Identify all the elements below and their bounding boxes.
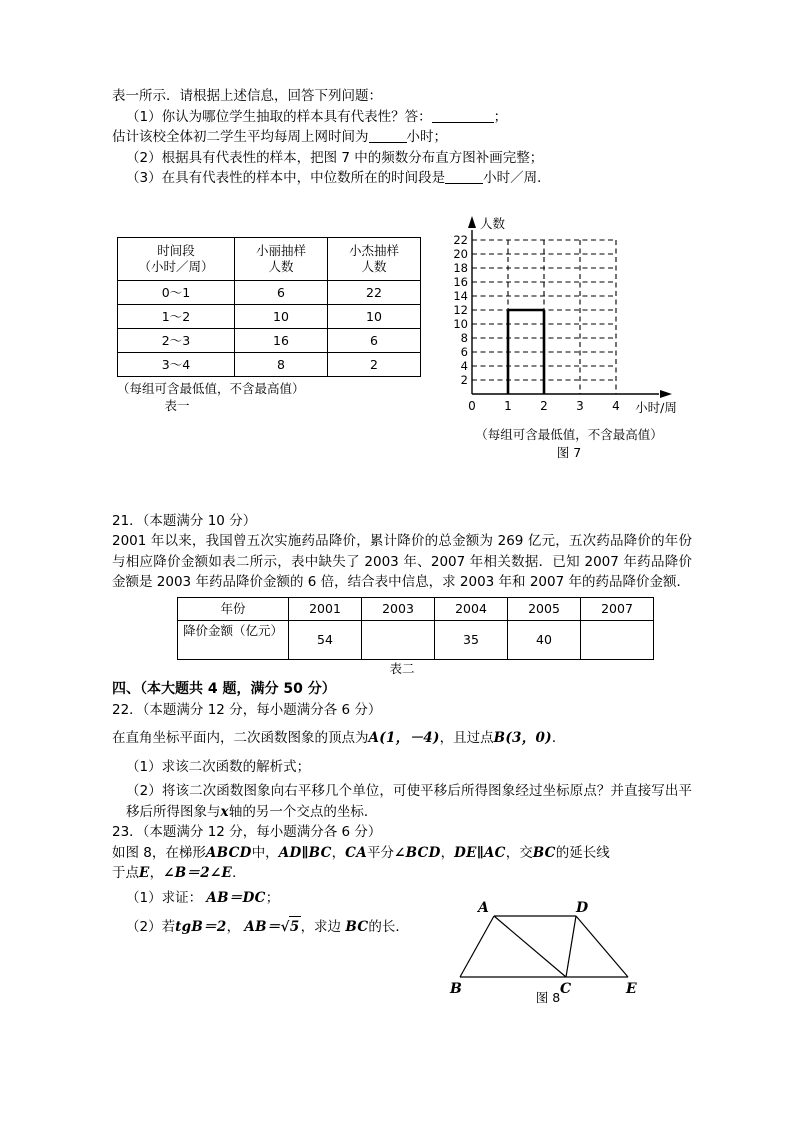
cell-amount-blank[interactable] xyxy=(581,620,654,659)
grid-vertical xyxy=(508,240,616,394)
parallel-icon: ∥ xyxy=(476,844,484,861)
q23-bc-target: BC xyxy=(345,919,369,935)
cell-xiaojie: 2 xyxy=(328,353,421,377)
q23-part2-a: （2）若 xyxy=(126,919,176,935)
x-axis-arrow xyxy=(660,390,672,398)
table-row xyxy=(118,329,421,353)
q1-text-d: 小时； xyxy=(406,129,447,145)
q23-ca: CA xyxy=(345,844,367,861)
q23-bc-2: BC xyxy=(532,844,556,861)
cell-interval: 0～1 xyxy=(118,281,235,305)
intro-question-1 xyxy=(112,107,692,128)
q23-header: 23．（本题满分 12 分，每小题满分各 6 分） xyxy=(112,824,382,840)
segment-BA xyxy=(460,916,494,977)
y-axis-label: 人数 xyxy=(480,216,506,231)
header-interval-line2: （小时／周） xyxy=(138,259,214,274)
q22-stem-a: 在直角坐标平面内，二次函数图象的顶点为 xyxy=(112,730,369,746)
table-row xyxy=(118,281,421,305)
table-row-header xyxy=(118,238,421,281)
q22-point-a: A(1，－4) xyxy=(368,730,440,746)
cell-amount-blank[interactable] xyxy=(362,620,435,659)
cell-year: 2001 xyxy=(289,597,362,620)
q23-abcd: ABCD xyxy=(205,844,252,861)
intro-question-1-cont xyxy=(112,127,692,148)
q22-part2-x: x xyxy=(220,803,229,820)
table-row-years xyxy=(178,597,654,620)
segment-DE xyxy=(576,916,628,977)
histogram-svg xyxy=(434,208,704,428)
q22-stem-b: ，且过点 xyxy=(439,730,494,746)
label-C: C xyxy=(560,981,572,997)
q23-part2-d: 的长． xyxy=(368,919,409,935)
q23-angle-bcd: ∠BCD xyxy=(393,844,441,861)
q23-de: DE xyxy=(454,844,477,861)
q22-stem xyxy=(112,728,692,749)
y-tick-20: 20 xyxy=(453,247,468,261)
q23-stem-4: 平分 xyxy=(366,844,394,861)
q23-stem-5: ， xyxy=(440,844,455,861)
intro-question-2: （2）根据具有代表性的样本，把图 7 中的频数分布直方图补画完整； xyxy=(126,149,544,166)
cell-interval: 1～2 xyxy=(118,305,235,329)
cell-interval: 3～4 xyxy=(118,353,235,377)
x-tick-labels xyxy=(468,399,620,413)
figure-7-caption: 图 7 xyxy=(556,445,582,460)
q23-stem xyxy=(112,843,692,864)
q22-header: 22．（本题满分 12 分，每小题满分各 6 分） xyxy=(112,701,382,718)
cell-amount: 35 xyxy=(435,620,508,659)
q23-part1-a: （1）求证： xyxy=(126,889,203,906)
q23-ad: AD xyxy=(278,844,302,861)
q23-angle-relation: ∠B＝2∠E xyxy=(163,865,233,881)
cell-year: 2004 xyxy=(435,597,508,620)
layout-gap xyxy=(112,720,692,728)
q22-part2-a: （2）将该二次函数图象向右平移几个单位，可使平移后所得图象经过坐标原点？并直接写出平移后所得图象与 xyxy=(126,783,692,820)
y-tick-8: 8 xyxy=(460,331,468,345)
cell-year: 2007 xyxy=(581,597,654,620)
y-tick-16: 16 xyxy=(453,275,468,289)
table-row xyxy=(118,305,421,329)
y-tick-14: 14 xyxy=(453,289,468,303)
q22-point-b: B(3，0) xyxy=(493,730,552,746)
page-content xyxy=(112,86,692,1005)
q23-ac: AC xyxy=(483,844,506,861)
figure-8-trapezoid xyxy=(448,892,678,1022)
answer-blank-3[interactable] xyxy=(445,183,483,184)
q22-stem-c: ． xyxy=(551,730,566,746)
q1-text-c: 估计该校全体初二学生平均每周上网时间为 xyxy=(112,129,369,145)
figure-8-caption: 图 8 xyxy=(535,990,561,1005)
q23-stem-9: ， xyxy=(149,865,164,881)
q23-stem-2: 中， xyxy=(251,844,279,861)
cell-amount: 40 xyxy=(508,620,581,659)
table-one-header-xiaoli xyxy=(235,238,328,281)
x-tick-0: 0 xyxy=(468,399,476,413)
table-one xyxy=(117,237,421,377)
q22-part-2 xyxy=(112,781,692,822)
q22-part2-b: 轴的另一个交点的坐标． xyxy=(228,803,378,820)
y-tick-22: 22 xyxy=(453,233,468,247)
table-row-amounts xyxy=(178,620,654,659)
q1-text-a: （1）你认为哪位学生抽取的样本具有代表性？答： xyxy=(126,108,432,125)
y-tick-10: 10 xyxy=(453,317,468,331)
y-tick-12: 12 xyxy=(453,303,468,317)
table-two xyxy=(177,597,654,660)
table-one-note: （每组可含最低值，不含最高值） xyxy=(117,381,305,396)
q23-stem-10: ． xyxy=(232,865,246,881)
q23-tangent-expr: tgB＝2 xyxy=(175,919,227,935)
parallel-icon: ∥ xyxy=(301,844,309,861)
header-xiaoli-line1: 小丽抽样 xyxy=(255,243,306,258)
cell-xiaoli: 6 xyxy=(235,281,328,305)
answer-blank-2[interactable] xyxy=(369,142,407,143)
figure-7-histogram xyxy=(434,208,704,458)
segment-CD xyxy=(566,916,576,977)
cell-amount: 54 xyxy=(289,620,362,659)
label-B: B xyxy=(450,981,462,997)
q23-part2-b: ， xyxy=(226,919,241,935)
q22-part-1: （1）求该二次函数的解析式； xyxy=(126,758,311,775)
header-interval-line1: 时间段 xyxy=(157,243,195,258)
table-one-header-interval xyxy=(118,238,235,281)
label-A: A xyxy=(478,900,489,916)
cell-xiaoli: 10 xyxy=(235,305,328,329)
q3-text-a: （3）在具有代表性的样本中，中位数所在的时间段是 xyxy=(126,170,446,186)
layout-gap xyxy=(112,749,692,757)
x-tick-2: 2 xyxy=(540,399,548,413)
answer-blank-1[interactable] xyxy=(432,122,494,123)
q23-bc: BC xyxy=(308,844,332,861)
q23-stem-7: 的延长线 xyxy=(555,844,610,861)
label-E: E xyxy=(626,981,637,997)
q23-ab-value: AB＝ xyxy=(244,919,281,935)
cell-interval: 2～3 xyxy=(118,329,235,353)
x-tick-4: 4 xyxy=(612,399,620,413)
label-D: D xyxy=(576,900,589,916)
cell-year: 2005 xyxy=(508,597,581,620)
cell-xiaoli: 8 xyxy=(235,353,328,377)
q23-stem-6: ，交 xyxy=(505,844,533,861)
q23-part1-b: ； xyxy=(265,889,280,906)
cell-xiaojie: 10 xyxy=(328,305,421,329)
y-tick-18: 18 xyxy=(453,261,468,275)
y-axis-arrow xyxy=(468,216,476,228)
table-two-caption: 表二 xyxy=(389,660,415,676)
header-xiaoli-line2: 人数 xyxy=(268,259,294,274)
y-tick-labels xyxy=(453,233,468,387)
y-tick-2: 2 xyxy=(460,373,468,387)
q23-part1-equation: AB＝DC xyxy=(206,889,266,906)
table-two-label-amount: 降价金额（亿元） xyxy=(178,620,289,659)
table-two-label-year: 年份 xyxy=(178,597,289,620)
header-xiaojie-line1: 小杰抽样 xyxy=(348,243,399,258)
q23-stem-cont xyxy=(112,863,692,884)
radical-icon: √5 xyxy=(281,919,301,935)
table-one-caption: 表一 xyxy=(164,398,190,413)
q23-point-e: E xyxy=(139,865,150,881)
y-tick-6: 6 xyxy=(460,345,468,359)
q21-body: 2001 年以来，我国曾五次实施药品降价，累计降价的总金额为 269 亿元，五次药品降价的年份与相应降价金额如表二所示，表中缺失了 2003 年、2007 年相关数据．已知 2007 年药品降价金额是 2003 年药品降价金额的 6 倍，结合表中信息，求 2003 年和 2007 年的药品降价金额． xyxy=(112,533,692,590)
q23-sqrt-operand: 5 xyxy=(289,916,301,938)
cell-year: 2003 xyxy=(362,597,435,620)
y-tick-4: 4 xyxy=(460,359,468,373)
vertex-labels xyxy=(449,900,637,997)
segment-AC xyxy=(494,916,566,977)
table-two-block xyxy=(177,597,692,660)
q1-text-b: ； xyxy=(493,108,508,125)
q23-stem-3: ， xyxy=(331,844,346,861)
q23-part2-c: ，求边 xyxy=(300,919,342,935)
header-xiaojie-line2: 人数 xyxy=(361,259,387,274)
intro-line-1: 表一所示．请根据上述信息，回答下列问题： xyxy=(112,88,382,104)
cell-xiaoli: 16 xyxy=(235,329,328,353)
trapezoid-edges xyxy=(460,916,628,977)
section-four-heading: 四、（本大题共 4 题，满分 50 分） xyxy=(112,680,336,697)
figure-7-note: （每组可含最低值，不含最高值） xyxy=(475,427,663,442)
table-one-block xyxy=(117,237,421,414)
intro-question-3 xyxy=(112,168,692,189)
cell-xiaojie: 22 xyxy=(328,281,421,305)
q23-stem-8: 于点 xyxy=(112,865,139,881)
q3-text-b: 小时／周． xyxy=(483,170,551,186)
x-axis-label: 小时/周 xyxy=(635,400,677,415)
table-row xyxy=(118,353,421,377)
x-tick-3: 3 xyxy=(576,399,584,413)
cell-xiaojie: 6 xyxy=(328,329,421,353)
q23-stem-1: 如图 8，在梯形 xyxy=(112,844,206,861)
x-tick-1: 1 xyxy=(504,399,512,413)
q21-header: 21．（本题满分 10 分） xyxy=(112,512,257,529)
table-one-header-xiaojie xyxy=(328,238,421,281)
